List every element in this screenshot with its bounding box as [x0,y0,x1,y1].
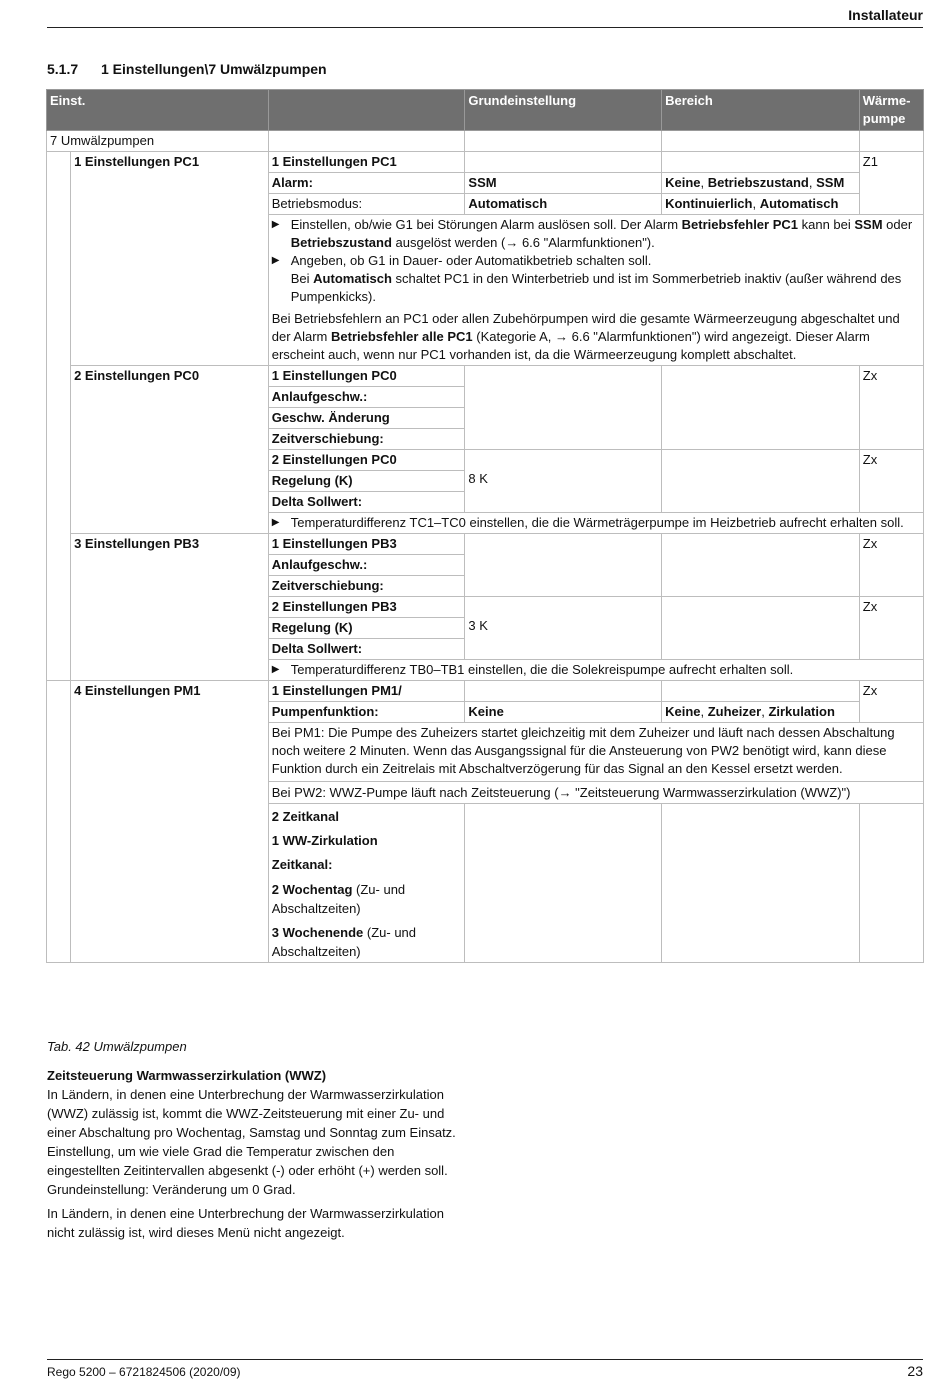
pc0-s1: 1 Einstellungen PC0 [268,366,465,387]
header-waermepumpe: Wärme-pumpe [859,90,923,131]
settings-table [46,89,924,963]
pb3-s2-l2: Delta Sollwert: [268,639,465,660]
table-row [47,366,924,387]
table-row [47,681,924,702]
pc1-alarm-default: SSM [465,173,662,194]
arrow-right-icon: ▶ [271,219,280,230]
pb3-s2-wp: Zx [859,597,923,660]
pc0-s2-wp: Zx [859,450,923,513]
subsection-p1: In Ländern, in denen eine Unterbrechung der Warmwasserzirkulation (WWZ) zulässig ist, kommt die WWZ-Zeitsteuerung mit einer Zu- und einer Abschaltung pro Wochentag, Samstag und Sonntag zum Einsatz. Einstellung, um wie viele Grad die Temperatur zwischen den eingestellten Zeitintervallen abgesenkt (-) oder erhöht (+) werden soll. Grundeinstellung: Veränderung um 0 Grad. [47,1087,456,1197]
subsection-title: Zeitsteuerung Warmwasserzirkulation (WWZ) [47,1068,327,1083]
group-row [47,131,924,152]
footer-rule [47,1359,923,1360]
pb3-s1-l2: Zeitverschiebung: [268,576,465,597]
pc1-mode-default: Automatisch [465,194,662,215]
pc1-alarm-label: Alarm: [268,173,465,194]
header-grundeinstellung: Grundeinstellung [465,90,662,131]
pm1-func-label: Pumpenfunktion: [268,702,465,723]
subsection [47,1066,467,1247]
pc0-s1-l2: Geschw. Änderung [268,408,465,429]
section-number: 5.1.7 [47,61,79,77]
indent-cell [47,152,71,681]
header-blank [268,90,465,131]
page-number: 23 [907,1363,923,1379]
pc1-name: 1 Einstellungen PC1 [71,152,269,366]
table-row [47,152,924,173]
pc1-sub: 1 Einstellungen PC1 [268,152,465,173]
header-rule [47,27,923,28]
pc0-s1-l3: Zeitverschiebung: [268,429,465,450]
pb3-s1: 1 Einstellungen PB3 [268,534,465,555]
group-label: 7 Umwälzpumpen [47,131,269,152]
pc1-wp: Z1 [859,152,923,215]
arrow-right-icon: ▶ [271,517,280,528]
arrow-right-icon: ▶ [271,255,280,266]
pc1-mode-label: Betriebsmodus: [268,194,465,215]
table-row [47,534,924,555]
section-heading [47,60,327,78]
pc0-s2-default: 8 K [465,450,662,513]
pm1-name: 4 Einstellungen PM1 [71,681,269,963]
pm1-s1-wp: Zx [859,681,923,723]
arrow-right-icon: ▶ [271,664,280,675]
pm1-s1: 1 Einstellungen PM1/ [268,681,465,702]
section-title: 1 Einstellungen\7 Umwälzpumpen [101,61,327,77]
pm1-p1: Bei PM1: Die Pumpe des Zuheizers startet gleichzeitig mit dem Zuheizer und läuft nach dessen Abschaltung noch weitere 2 Minuten. Wenn das Ausgangssignal für die Ansteuerung von PW2 benötigt wird, kann diese Funktion durch ein Zeitrelais mit Abschaltverzögerung für das Signal an den Kessel ersetzt werden. [271,725,895,776]
pb3-s2: 2 Einstellungen PB3 [268,597,465,618]
pm1-func-range: Keine, Zuheizer, Zirkulation [662,702,860,723]
subsection-p2: In Ländern, in denen eine Unterbrechung der Warmwasserzirkulation nicht zulässig ist, wird dieses Menü nicht angezeigt. [47,1206,444,1240]
pb3-s1-l1: Anlaufgeschw.: [268,555,465,576]
indent-cell [47,681,71,963]
table-caption: Tab. 42 Umwälzpumpen [47,1039,187,1054]
pc0-s1-l1: Anlaufgeschw.: [268,387,465,408]
pc1-description: ▶ Einstellen, ob/wie G1 bei Störungen Alarm auslösen soll. Der Alarm Betriebsfehler PC1 kann bei SSM oder Betriebszustand ausgelöst werden (→ 6.6 "Alarmfunktionen"). ▶ Angeben, ob G1 in Dauer- oder Automatikbetrieb schalten soll. Bei Automatisch schaltet PC1 in den Winterbetrieb und ist im Sommerbetrieb inaktiv (außer während des Pumpenkicks). Bei Betriebsfehlern an PC1 oder allen Zubehörpumpen wird die gesamte Wärmeerzeugung abgeschaltet und der Alarm Betriebsfehler alle PC1 (Kategorie A, → 6.6 "Alarmfunktionen") wird angezeigt. Dieser Alarm erscheint auch, wenn nur PC1 vorhanden ist, da die Wärmeerzeugung komplett abschaltet. [268,215,923,366]
pb3-s1-wp: Zx [859,534,923,597]
pc0-s2-l1: Regelung (K) [268,471,465,492]
pc0-s2-l2: Delta Sollwert: [268,492,465,513]
pb3-name: 3 Einstellungen PB3 [71,534,269,681]
header-bereich: Bereich [662,90,860,131]
pm1-func-default: Keine [465,702,662,723]
pc0-description: ▶ Temperaturdifferenz TC1–TC0 einstellen, die die Wärmeträgerpumpe im Heizbetrieb aufrecht erhalten soll. [268,513,923,534]
pm1-description [268,723,923,804]
pb3-description: ▶ Temperaturdifferenz TB0–TB1 einstellen, die die Solekreispumpe aufrecht erhalten soll. [268,660,923,681]
pm1-zeitkanal: 2 Zeitkanal 1 WW-Zirkulation Zeitkanal: 2 Wochentag (Zu- und Abschaltzeiten) 3 Wochenende (Zu- und Abschaltzeiten) [268,804,465,963]
pb3-s2-default: 3 K [465,597,662,660]
pc0-name: 2 Einstellungen PC0 [71,366,269,534]
pc1-mode-range: Kontinuierlich, Automatisch [662,194,860,215]
table-header-row [47,90,924,131]
pc1-alarm-range: Keine, Betriebszustand, SSM [662,173,860,194]
pb3-s2-l1: Regelung (K) [268,618,465,639]
pc0-s1-wp: Zx [859,366,923,450]
footer-doc: Rego 5200 – 6721824506 (2020/09) [47,1365,241,1379]
header-einst: Einst. [47,90,269,131]
pm1-p2: Bei PW2: WWZ-Pumpe läuft nach Zeitsteuerung (→ "Zeitsteuerung Warmwasserzirkulation (WWZ)") [269,781,923,802]
pc0-s2: 2 Einstellungen PC0 [268,450,465,471]
header-title: Installateur [848,7,923,23]
